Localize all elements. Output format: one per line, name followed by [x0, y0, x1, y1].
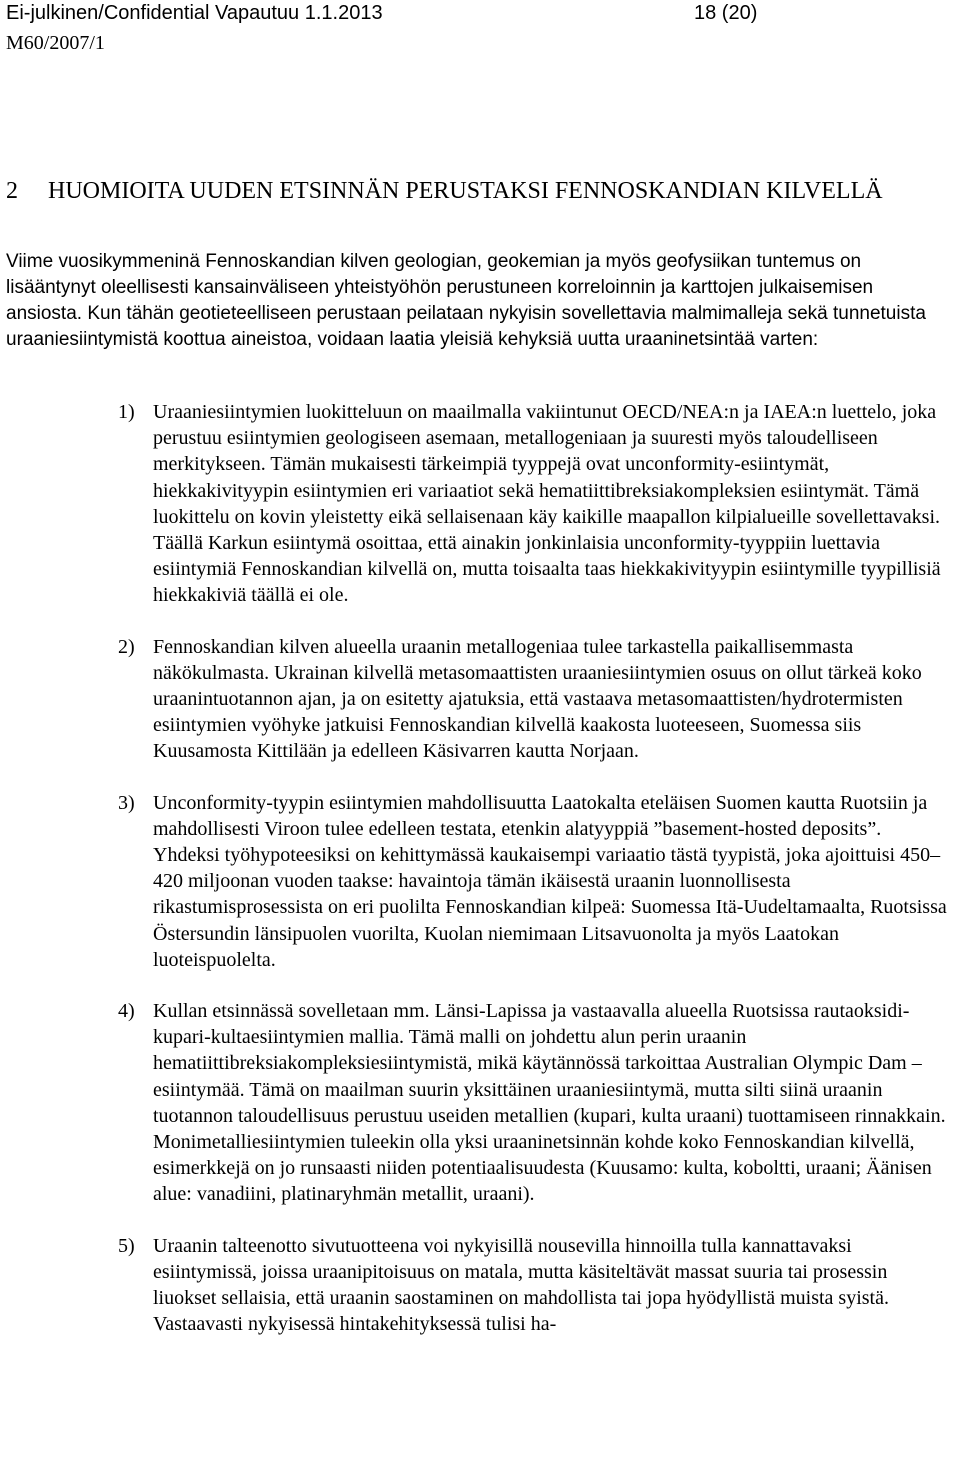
document-id: M60/2007/1: [6, 32, 105, 54]
numbered-list: [0, 399, 960, 1363]
section-number: 2: [6, 178, 18, 204]
list-item-text: Uraaniesiintymien luokitteluun on maailmalla vakiintunut OECD/NEA:n ja IAEA:n luettelo, joka perustuu esiintymien geologiseen asemaan, metallogeniaan ja suuresti myös taloudelliseen merkitykseen. Tämän mukaisesti tärkeimpiä tyyppejä ovat unconformity-esiintymät, hiekkakivityypin esiintymien eri variaatiot sekä hematiittibreksiakompleksien esiintymät. Tämä luokittelu on kovin yleistetty eikä sellaisenaan käy kaikille maapallon kilpialueille sovellettavaksi. Täällä Karkun esiintymä osoittaa, että ainakin jonkinlaisia unconformity-tyyppiin luettavia esiintymiä Fennoskandian kilvellä on, mutta toisaalta taas hiekkakivityypin esiintymille tyypillisiä hiekkakiviä täällä ei ole.: [153, 401, 941, 607]
confidentiality-label: Ei-julkinen/Confidential Vapautuu 1.1.2013: [6, 2, 383, 24]
list-item: [0, 998, 948, 1208]
intro-paragraph: Viime vuosikymmeninä Fennoskandian kilven geologian, geokemian ja myös geofysiikan tuntemus on lisääntynyt oleellisesti kansainväliseen yhteistyöhön perustuneen korreloinnin ja karttojen julkaisemisen ansiosta. Kun tähän geotieteelliseen perustaan peilataan nykyisin sovellettavia malmimalleja sekä tunnetuista uraaniesiintymistä koottua aineistoa, voidaan laatia yleisiä kehyksiä uutta uraaninetsintää varten:: [6, 251, 926, 350]
section-heading: [6, 176, 936, 206]
list-marker: 3): [118, 791, 135, 814]
list-item: [0, 634, 948, 765]
list-item-text: Kullan etsinnässä sovelletaan mm. Länsi-Lapissa ja vastaavalla alueella Ruotsissa rautaoksidi-kupari-kultaesiintymien mallia. Tämä malli on johdettu alun perin uraanin hematiittibreksiakompleksiesiintymistä, mikä käytännössä tarkoittaa Australian Olympic Dam –esiintymää. Tämä on maailman suurin yksittäinen uraaniesiintymä, mutta silti siinä uraanin tuotannon taloudellisuus perustuu useiden metallien (kupari, kulta uraani) tuottamiseen rinnakkain. Monimetalliesiintymien tuleekin olla yksi uraaninetsinnän kohde koko Fennoskandian kilvellä, esimerkkejä on jo runsaasti niiden potentiaalisuudesta (Kuusamo: kulta, koboltti, uraani; Äänisen alue: vanadiini, platinaryhmän metallit, uraani).: [153, 1000, 946, 1206]
list-marker: 4): [118, 1000, 135, 1023]
list-marker: 5): [118, 1234, 135, 1257]
list-item-text: Unconformity-tyypin esiintymien mahdollisuutta Laatokalta eteläisen Suomen kautta Ruotsiin ja mahdollisesti Viroon tulee edelleen testata, etenkin alatyyppiä ”basement-hosted deposits”. Yhdeksi työhypoteesiksi on kehittymässä kaukaisempi variaatio tästä tyypistä, joka ajoittuisi 450–420 miljoonan vuoden taakse: havaintoja tämän ikäisestä uraanin luonnollisesta rikastumisprosessista on eri puolilta Fennoskandian kilpeä: Suomessa Itä-Uudeltamaalta, Ruotsissa Östersundin länsipuolen vuorilta, Kuolan niemimaan Litsavuonolta ja myös Laatokan luoteispuolelta.: [153, 791, 947, 971]
list-item-text: Fennoskandian kilven alueella uraanin metallogeniaa tulee tarkastella paikallisemmasta näkökulmasta. Ukrainan kilvellä metasomaattisten uraaniesiintymien osuus on ollut tärkeä koko uraanintuotannon ajan, ja on esitetty ajatuksia, että vastaava metasomaattisten/hydrotermisten esiintymien vyöhyke jatkuisi Fennoskandian kilvellä kaakosta luoteeseen, Suomessa siis Kuusamosta Kittilään ja edelleen Käsivarren kautta Norjaan.: [153, 635, 922, 763]
section-title: HUOMIOITA UUDEN ETSINNÄN PERUSTAKSI FENNOSKANDIAN KILVELLÄ: [48, 178, 883, 204]
list-item: [0, 399, 948, 609]
list-marker: 1): [118, 401, 135, 423]
page-number: 18 (20): [694, 2, 758, 24]
list-item: [0, 790, 948, 973]
list-item: [0, 1233, 948, 1338]
list-item-text: Uraanin talteenotto sivutuotteena voi nykyisillä nousevilla hinnoilla tulla kannattavaksi esiintymissä, joissa uraanipitoisuus on matala, mutta käsiteltävät massat suuria tai prosessin liuokset sellaisia, että uraanin saostaminen on mahdollista tai jopa hyödyllistä muista syistä. Vastaavasti nykyisessä hintakehityksessä tulisi ha-: [153, 1234, 889, 1336]
list-marker: 2): [118, 635, 135, 658]
